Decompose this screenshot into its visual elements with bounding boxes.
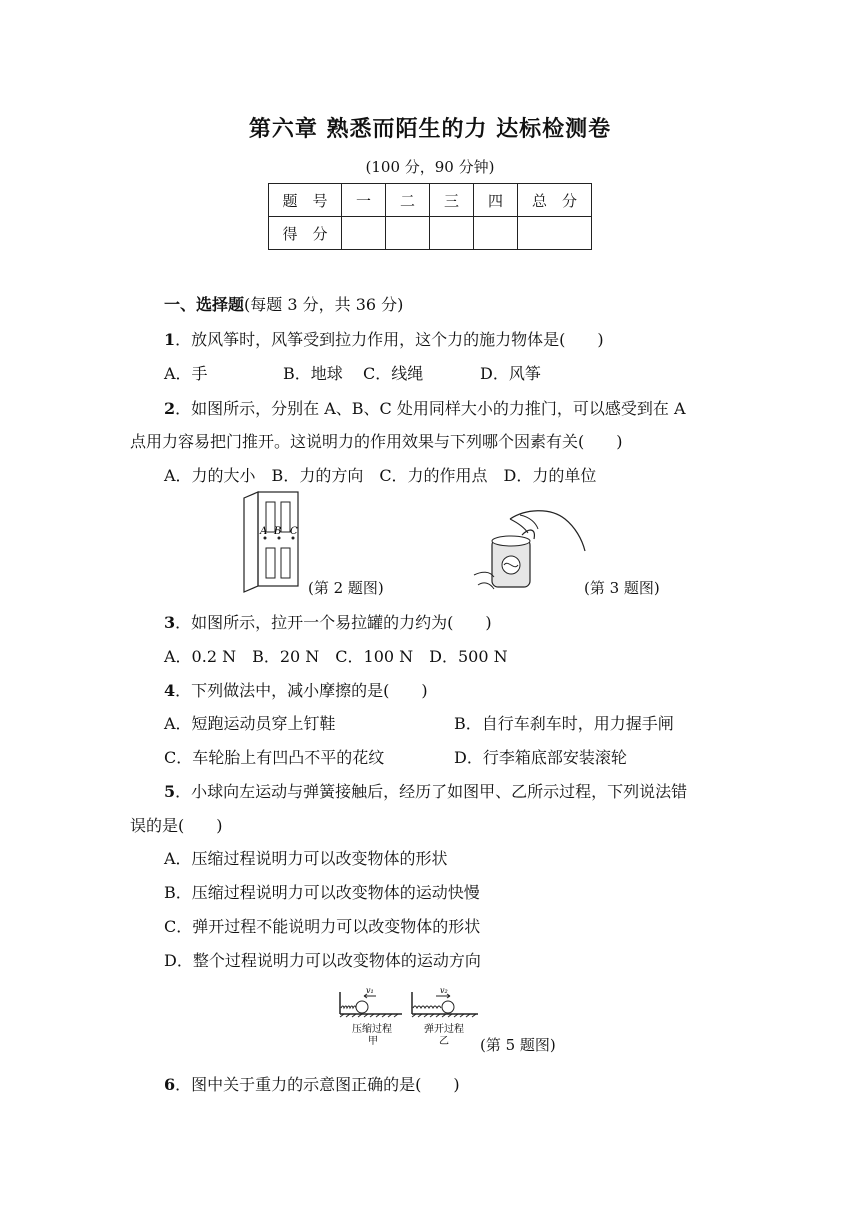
figure-sub-a: 甲	[368, 1036, 378, 1047]
velocity-label-2: v₂	[440, 986, 448, 995]
section-title: 一、选择题	[164, 295, 245, 314]
question-number: 1	[164, 330, 176, 349]
figure-label-b: 弹开过程	[424, 1024, 464, 1035]
door-figure	[236, 490, 306, 590]
velocity-label-1: v₁	[366, 986, 374, 995]
question-number: 4	[164, 681, 176, 700]
score-cell: 四	[474, 184, 518, 217]
door-label-c: C	[290, 526, 298, 537]
section-note: (每题 3 分，共 36 分)	[244, 295, 404, 314]
question-1	[164, 327, 604, 350]
score-table-score-row	[269, 217, 592, 250]
option-a: A．压缩过程说明力可以改变物体的形状	[164, 849, 448, 868]
question-stem: ．小球向左运动与弹簧接触后，经历了如图甲、乙所示过程，下列说法错	[175, 782, 688, 801]
spring-figure	[336, 988, 486, 1052]
options-line: A．力的大小 B．力的方向 C．力的作用点 D．力的单位	[164, 466, 597, 485]
question-stem: ．放风筝时，风筝受到拉力作用，这个力的施力物体是( )	[175, 330, 604, 349]
score-table	[268, 183, 592, 250]
question-stem-continued: 点用力容易把门推开。这说明力的作用效果与下列哪个因素有关( )	[130, 432, 623, 451]
score-cell: 得 分	[269, 217, 342, 250]
can-hand-figure	[470, 505, 590, 597]
figure-caption-q5: (第 5 题图)	[480, 1036, 556, 1054]
figure-label-a: 压缩过程	[352, 1024, 392, 1035]
score-cell: 三	[430, 184, 474, 217]
score-cell: 一	[342, 184, 386, 217]
option-d: D．风筝	[480, 364, 541, 383]
question-number: 5	[164, 782, 176, 801]
option-d: D．行李箱底部安装滚轮	[454, 748, 627, 767]
page-subtitle: (100 分，90 分钟)	[365, 158, 495, 176]
option-b: B．压缩过程说明力可以改变物体的运动快慢	[164, 883, 480, 902]
spring-figure-b	[412, 986, 478, 1047]
question-number: 3	[164, 613, 176, 632]
question-stem: ．如图所示，分别在 A、B、C 处用同样大小的力推门，可以感受到在 A	[175, 399, 686, 418]
option-a: A．手	[164, 364, 208, 383]
question-6	[164, 1072, 460, 1095]
option-c: C．车轮胎上有凹凸不平的花纹	[164, 748, 385, 767]
score-cell	[342, 217, 386, 250]
door-label-b: B	[274, 526, 282, 537]
question-3	[164, 610, 492, 633]
option-b: B．自行车刹车时，用力握手闸	[454, 714, 674, 733]
score-cell	[430, 217, 474, 250]
figure-caption-q3: (第 3 题图)	[584, 579, 660, 597]
question-stem-continued: 误的是( )	[130, 816, 223, 835]
score-cell	[474, 217, 518, 250]
question-5	[164, 779, 687, 802]
option-b: B．地球	[283, 364, 343, 383]
score-cell	[518, 217, 592, 250]
question-stem: ．图中关于重力的示意图正确的是( )	[175, 1075, 460, 1094]
score-cell: 二	[386, 184, 430, 217]
question-number: 6	[164, 1075, 176, 1094]
figure-sub-b: 乙	[439, 1036, 449, 1047]
score-cell: 总 分	[518, 184, 592, 217]
score-cell	[386, 217, 430, 250]
page-title: 第六章 熟悉而陌生的力 达标检测卷	[248, 117, 612, 142]
option-d: D．整个过程说明力可以改变物体的运动方向	[164, 951, 481, 970]
score-cell: 题 号	[269, 184, 342, 217]
question-stem: ．下列做法中，减小摩擦的是( )	[175, 681, 428, 700]
spring-figure-a	[340, 986, 402, 1047]
question-2	[164, 396, 686, 419]
option-a: A．短跑运动员穿上钉鞋	[164, 714, 336, 733]
question-number: 2	[164, 399, 176, 418]
options-line: A．0.2 N B．20 N C．100 N D．500 N	[164, 647, 508, 666]
option-c: C．弹开过程不能说明力可以改变物体的形状	[164, 917, 481, 936]
door-label-a: A	[260, 526, 268, 537]
figure-caption-q2: (第 2 题图)	[308, 579, 384, 597]
question-4	[164, 678, 428, 701]
question-stem: ．如图所示，拉开一个易拉罐的力约为( )	[175, 613, 492, 632]
score-table-header-row	[269, 184, 592, 217]
section-heading	[164, 292, 403, 315]
option-c: C．线绳	[363, 364, 424, 383]
